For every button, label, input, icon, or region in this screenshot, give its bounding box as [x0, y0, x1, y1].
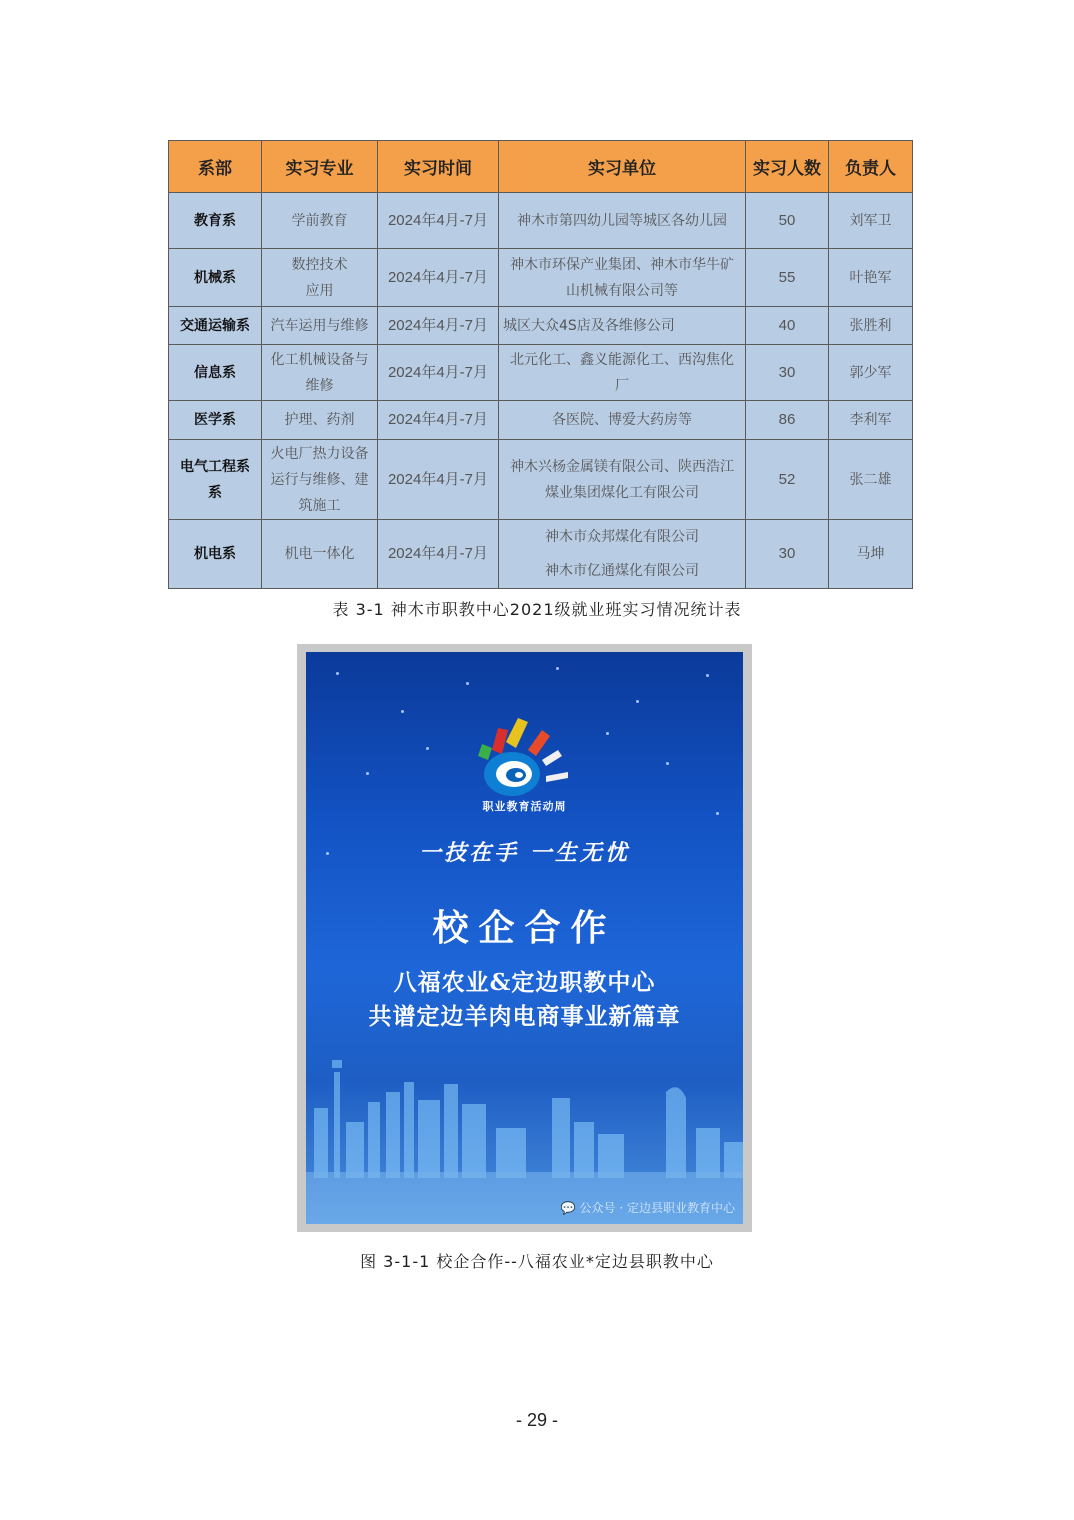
major-line: 筑施工	[298, 497, 341, 514]
table-row	[169, 193, 913, 249]
poster-logo-text: 职业教育活动周	[482, 800, 567, 813]
dept-cell: 医学系	[169, 401, 262, 440]
leader-cell: 刘军卫	[829, 193, 913, 249]
unit-line: 煤业集团煤化工有限公司	[545, 484, 699, 501]
time-cell: 2024年4月-7月	[378, 401, 499, 440]
count-cell: 86	[746, 401, 829, 440]
header-dept: 系部	[169, 141, 262, 193]
poster-subtitle-line1: 八福农业&定边职教中心	[393, 969, 656, 996]
time-cell: 2024年4月-7月	[378, 193, 499, 249]
table-row	[169, 520, 913, 589]
header-unit: 实习单位	[499, 141, 746, 193]
leader-cell: 叶艳军	[829, 249, 913, 307]
major-cell: 学前教育	[262, 193, 378, 249]
count-cell: 30	[746, 520, 829, 589]
header-count: 实习人数	[746, 141, 829, 193]
time-cell: 2024年4月-7月	[378, 249, 499, 307]
count-cell: 40	[746, 307, 829, 345]
table-row	[169, 307, 913, 345]
major-cell	[262, 249, 378, 307]
poster	[306, 652, 743, 1224]
major-line: 应用	[305, 282, 334, 299]
unit-line: 神木市环保产业集团、神木市华牛矿	[510, 256, 734, 273]
dept-cell: 信息系	[169, 345, 262, 401]
dept-cell	[169, 440, 262, 520]
unit-cell: 神木市第四幼儿园等城区各幼儿园	[499, 193, 746, 249]
unit-line: 厂	[615, 377, 629, 394]
major-line: 火电厂热力设备	[270, 445, 369, 462]
major-cell: 汽车运用与维修	[262, 307, 378, 345]
poster-image	[297, 644, 752, 1232]
leader-cell: 郭少军	[829, 345, 913, 401]
table-row	[169, 440, 913, 520]
time-cell: 2024年4月-7月	[378, 307, 499, 345]
unit-cell	[499, 440, 746, 520]
unit-cell: 各医院、博爱大药房等	[499, 401, 746, 440]
page-number: - 29 -	[515, 1410, 558, 1430]
unit-line: 山机械有限公司等	[566, 282, 678, 299]
count-cell: 52	[746, 440, 829, 520]
major-line: 数控技术	[291, 256, 348, 273]
leader-cell: 张二雄	[829, 440, 913, 520]
count-cell: 55	[746, 249, 829, 307]
count-cell: 30	[746, 345, 829, 401]
table-row	[169, 401, 913, 440]
table-row	[169, 345, 913, 401]
major-cell: 护理、药剂	[262, 401, 378, 440]
poster-title: 校企合作	[432, 907, 617, 949]
header-leader: 负责人	[829, 141, 913, 193]
leader-cell: 张胜利	[829, 307, 913, 345]
time-cell: 2024年4月-7月	[378, 520, 499, 589]
dept-line: 系	[208, 484, 222, 501]
internship-table	[168, 140, 913, 589]
table-caption: 表 3-1 神木市职教中心2021级就业班实习情况统计表	[332, 600, 742, 619]
unit-cell	[499, 345, 746, 401]
leader-cell: 马坤	[829, 520, 913, 589]
figure-caption: 图 3-1-1 校企合作--八福农业*定边县职教中心	[360, 1252, 714, 1271]
unit-cell: 城区大众4S店及各维修公司	[499, 307, 746, 345]
unit-line: 神木市亿通煤化有限公司	[545, 563, 699, 579]
table-row	[169, 249, 913, 307]
dept-cell: 机电系	[169, 520, 262, 589]
dept-line: 电气工程系	[180, 458, 250, 475]
poster-wechat-label	[561, 1199, 735, 1216]
unit-cell	[499, 520, 746, 589]
major-cell	[262, 345, 378, 401]
dept-cell: 交通运输系	[169, 307, 262, 345]
logo-icon	[478, 718, 568, 796]
dept-cell: 教育系	[169, 193, 262, 249]
unit-cell	[499, 249, 746, 307]
poster-subtitle-line2: 共谱定边羊肉电商事业新篇章	[368, 1003, 681, 1030]
major-line: 运行与维修、建	[270, 471, 369, 488]
count-cell: 50	[746, 193, 829, 249]
poster-slogan: 一技在手 一生无忧	[419, 840, 630, 866]
header-time: 实习时间	[378, 141, 499, 193]
wechat-icon: 💬	[560, 1201, 576, 1215]
time-cell: 2024年4月-7月	[378, 345, 499, 401]
major-cell	[262, 440, 378, 520]
unit-line: 神木市众邦煤化有限公司	[545, 529, 699, 545]
wechat-text: 公众号 · 定边县职业教育中心	[579, 1201, 735, 1215]
header-major: 实习专业	[262, 141, 378, 193]
table-header-row	[169, 141, 913, 193]
unit-line: 神木兴杨金属镁有限公司、陕西浩江	[510, 458, 734, 475]
dept-cell: 机械系	[169, 249, 262, 307]
time-cell: 2024年4月-7月	[378, 440, 499, 520]
major-line: 维修	[305, 377, 334, 394]
major-cell: 机电一体化	[262, 520, 378, 589]
leader-cell: 李利军	[829, 401, 913, 440]
unit-line: 北元化工、鑫义能源化工、西沟焦化	[510, 351, 734, 368]
major-line: 化工机械设备与	[270, 351, 369, 368]
